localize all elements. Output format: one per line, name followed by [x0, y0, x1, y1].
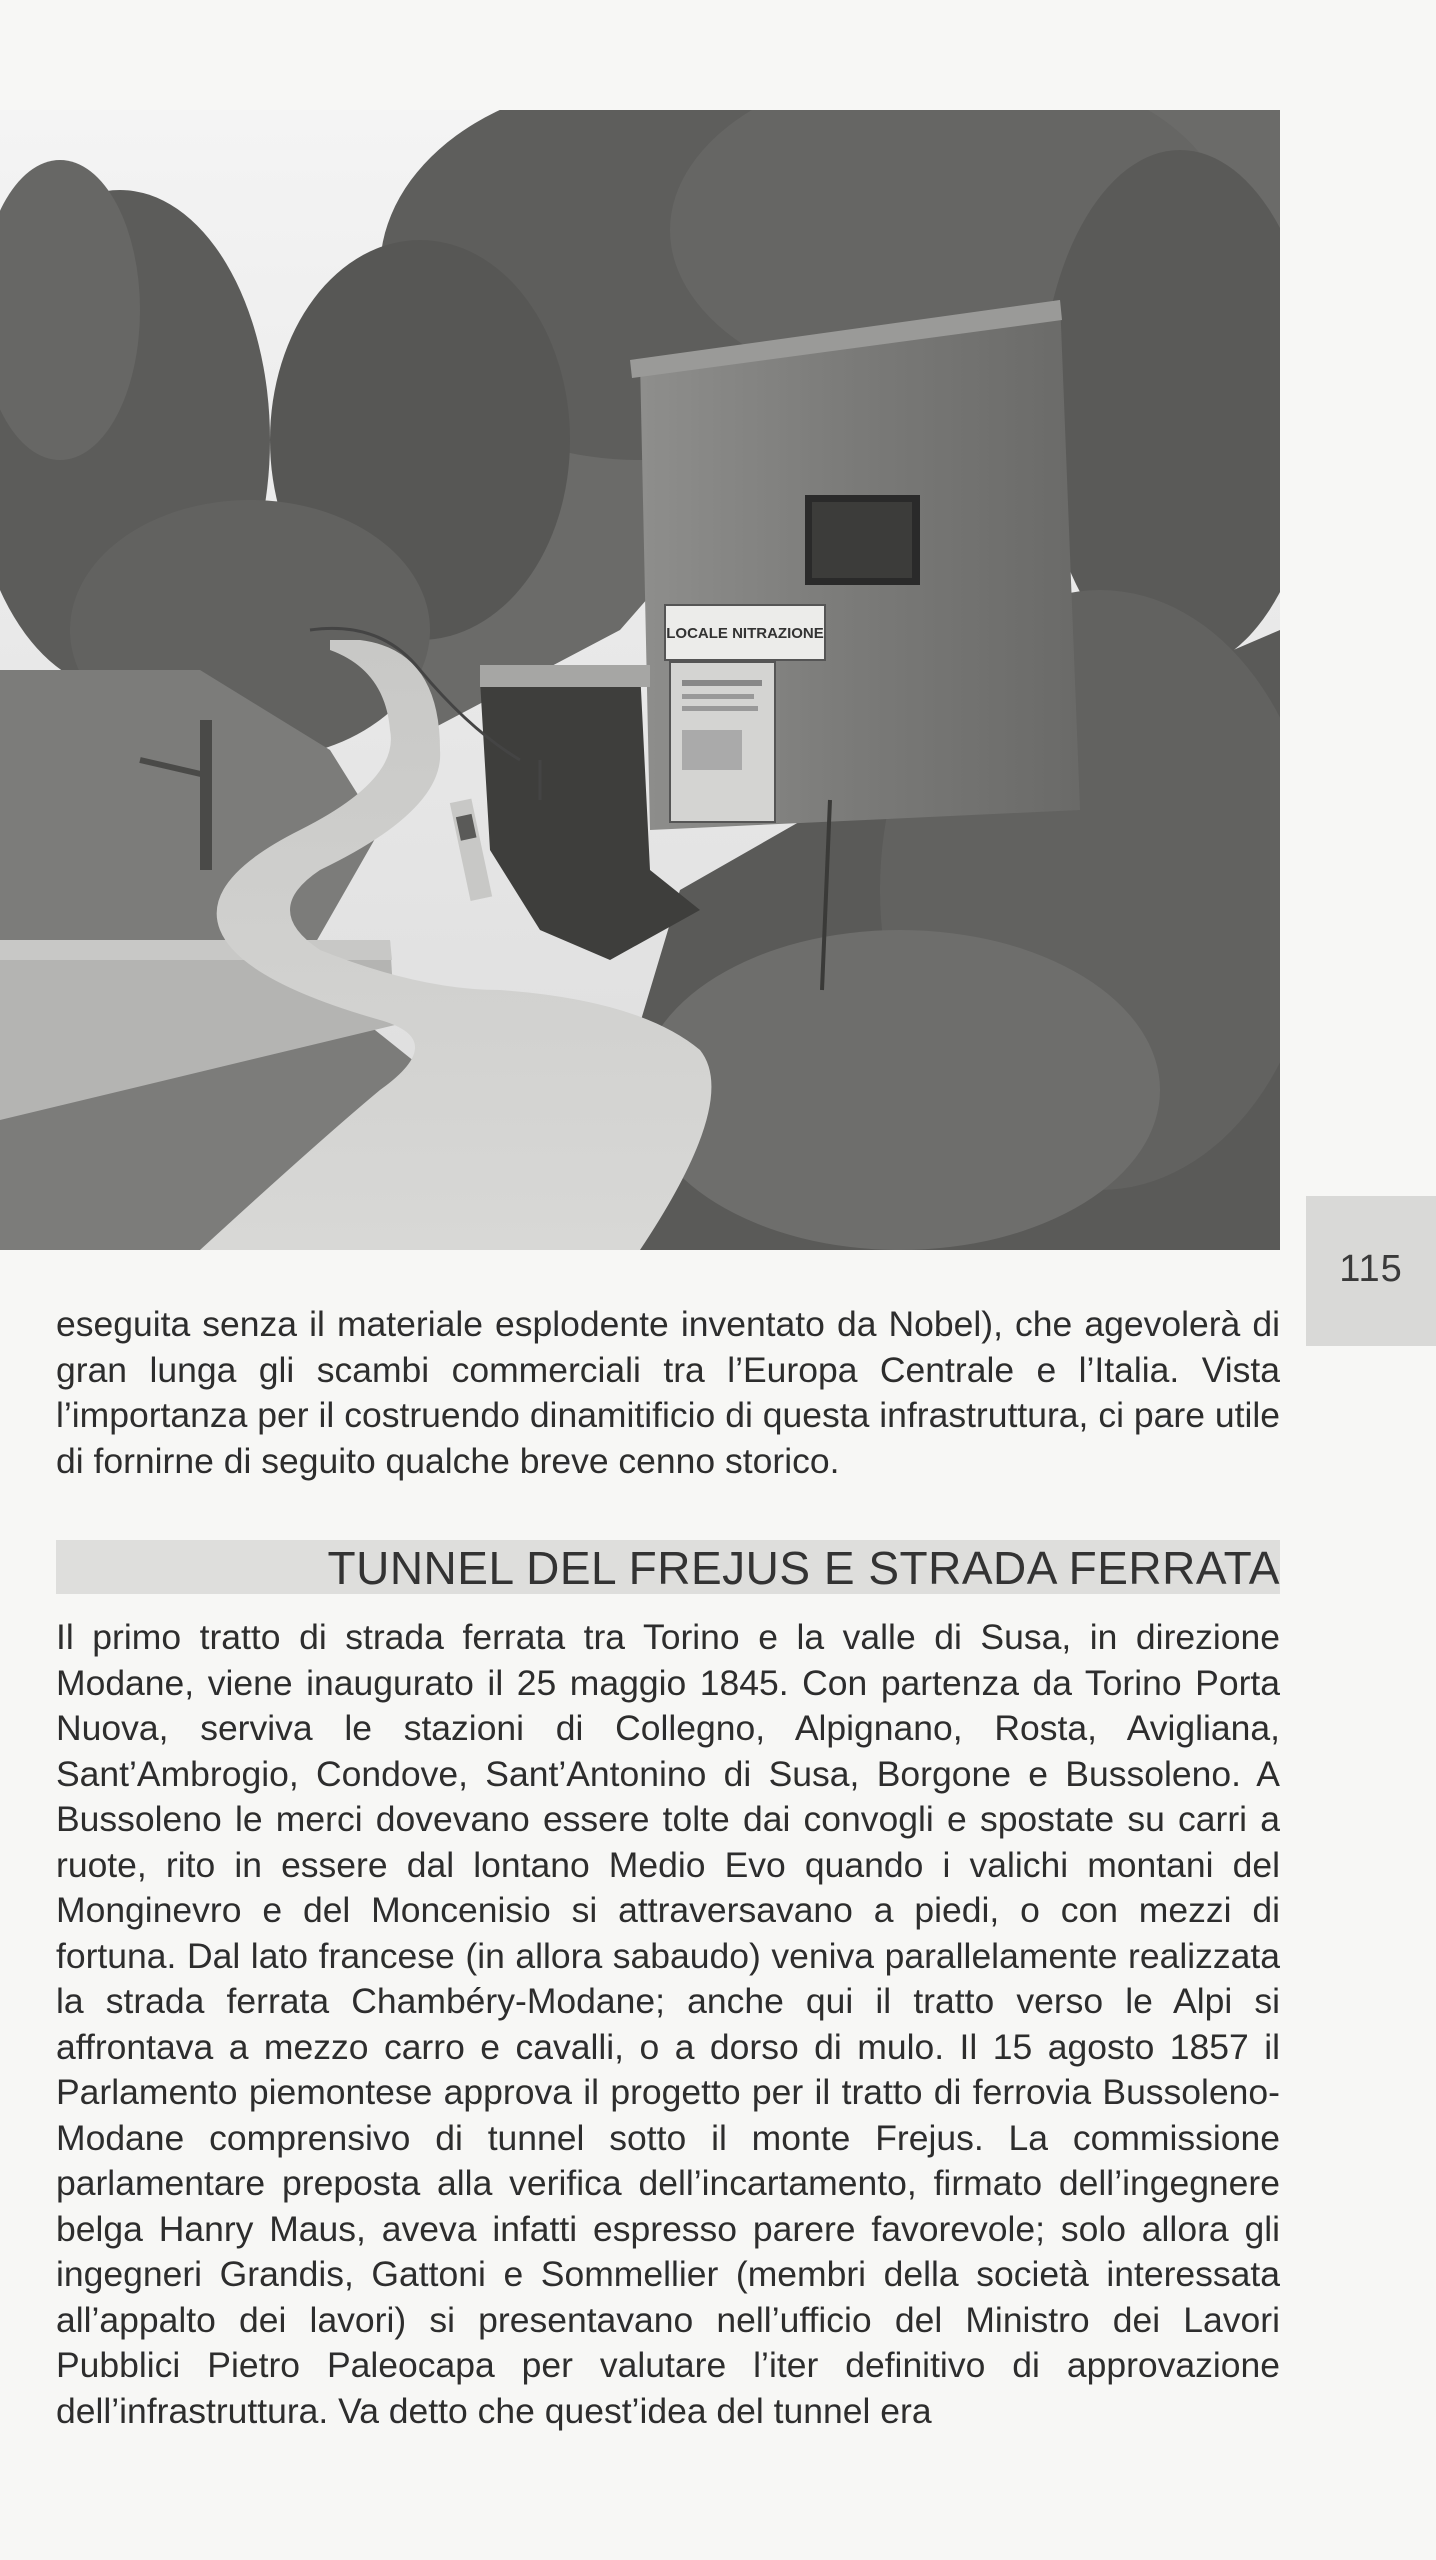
page-number-tab [1306, 1196, 1436, 1346]
intro-paragraph: eseguita senza il materiale esplodente inventato da Nobel), che agevolerà di gran lunga gli scambi commerciali tra l’Europa Centrale e l’Italia. Vista l’importanza per il costruendo dinamitificio di questa infrastruttura, ci pare utile di fornirne di seguito qualche breve cenno storico. [56, 1304, 1280, 1481]
wooden-post [200, 720, 212, 870]
page-number: 115 [1339, 1248, 1403, 1290]
sign-text: LOCALE NITRAZIONE [666, 625, 824, 642]
section-title: TUNNEL DEL FREJUS E STRADA FERRATA [327, 1542, 1280, 1594]
section-heading-band [56, 1540, 1280, 1594]
section-body-paragraph: Il primo tratto di strada ferrata tra Torino e la valle di Susa, in direzione Modane, viene inaugurato il 25 maggio 1845. Con partenza da Torino Porta Nuova, serviva le stazioni di Collegno, Alpignano, Rosta, Avigliana, Sant’Ambrogio, Condove, Sant’Antonino di Susa, Borgone e Bussoleno. A Bussoleno le merci dovevano essere tolte dai convogli e spostate su carri a ruote, rito in essere dal lontano Medio Evo quando i valichi montani del Monginevro e del Moncenisio si attraversavano a piedi, o con mezzi di fortuna. Dal lato francese (in allora sabaudo) veniva parallelamente realizzata la strada ferrata Chambéry-Modane; anche qui il tratto verso le Alpi si affrontava a mezzo carro e cavalli, o a dorso di mulo. Il 15 agosto 1857 il Parlamento piemontese approva il progetto per il tratto di ferrovia Bussoleno-Modane comprensivo di tunnel sotto il monte Frejus. La commissione parlamentare preposta alla verifica dell’incartamento, firmato dell’ingegnere belga Hanry Maus, aveva infatti espresso parere favorevole; solo allora gli ingegneri Grandis, Gattoni e Sommellier (membri della società interessata all’appalto dei lavori) si presentavano nell’ufficio del Ministro dei Lavori Pubblici Pietro Paleocapa per valutare l’iter definitivo di approvazione dell’infrastruttura. Va detto che quest’idea del tunnel era [56, 1617, 1280, 2431]
photo-bunker-path [0, 110, 1280, 1250]
